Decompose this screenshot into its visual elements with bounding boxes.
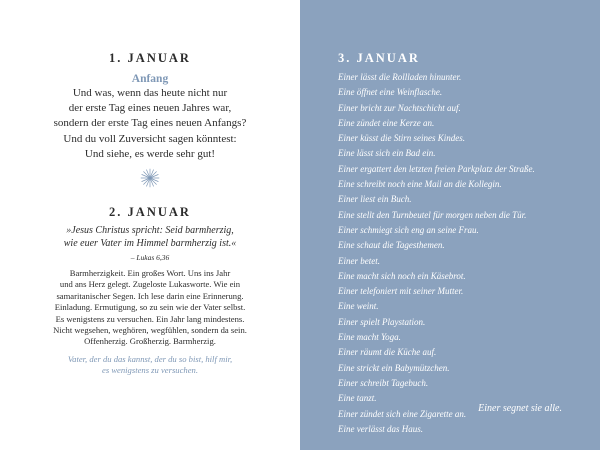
poem-jan-1	[0, 86, 300, 162]
quote-reference: – Lukas 6,36	[130, 253, 170, 262]
list-item: Einer lässt die Rollladen hinunter.	[338, 72, 462, 82]
list-item: Eine strickt ein Babymützchen.	[338, 362, 450, 373]
date-heading-jan-2: 2. JANUAR	[109, 205, 191, 219]
list-item: Eine schaut die Tagesthemen.	[338, 240, 445, 251]
list-item: Eine macht sich noch ein Käsebrot.	[338, 270, 466, 281]
prayer-line: es wenigstens zu versuchen.	[102, 365, 198, 376]
poem-line: der erste Tag eines neuen Jahres war,	[68, 102, 232, 115]
body-line: Barmherzigkeit. Ein großes Wort. Uns ins Jahr	[69, 268, 231, 278]
list-item: Einer schmiegt sich eng an seine Frau.	[338, 224, 479, 235]
list-item: Einer räumt die Küche auf.	[338, 347, 437, 358]
list-item: Einer zündet sich eine Zigarette an.	[338, 408, 467, 419]
date-heading-jan-1: 1. JANUAR	[109, 51, 191, 65]
body-line: Es wenigstens zu versuchen. Ein Jahr lang mindestens.	[55, 313, 245, 324]
prayer-line: Vater, der du das kannst, der du so bist, hilf mir,	[67, 354, 233, 364]
poem-line: Und du voll Zuversicht sagen könntest:	[63, 132, 237, 145]
body-line: und ans Herz gelegt. Zugeloste Lukasworte. Wie ein	[59, 279, 241, 290]
closing-line: Einer segnet sie alle.	[478, 403, 562, 414]
list-item: Einer telefoniert mit seiner Mutter.	[338, 286, 464, 297]
list-item: Einer liest ein Buch.	[338, 194, 412, 205]
list-item: Eine stellt den Turnbeutel für morgen neben die Tür.	[338, 209, 527, 220]
quote-line: »Jesus Christus spricht: Seid barmherzig,	[66, 225, 234, 236]
date-heading-jan-3: 3. JANUAR	[338, 51, 420, 65]
quote-line: wie euer Vater im Himmel barmherzig ist.«	[63, 238, 237, 249]
reflection-text	[0, 268, 300, 348]
list-item: Eine schreibt noch eine Mail an die Kollegin.	[338, 179, 502, 190]
bible-quote	[0, 224, 300, 264]
list-item: Eine lässt sich ein Bad ein.	[338, 148, 436, 159]
list-item: Eine zündet eine Kerze an.	[338, 117, 435, 128]
body-line: samaritanischer Segen. Ich lese darin eine Erinnerung.	[56, 290, 244, 301]
poem-line: Und siehe, es werde sehr gut!	[84, 147, 216, 160]
right-page	[300, 0, 600, 450]
list-item: Einer spielt Playstation.	[338, 316, 426, 327]
list-item: Einer küsst die Stirn seines Kindes.	[338, 133, 465, 144]
entry-title: Anfang	[131, 73, 169, 85]
poem-line: Und was, wenn das heute nicht nur	[72, 87, 228, 99]
list-item: Eine macht Yoga.	[338, 332, 401, 343]
list-item: Einer bricht zur Nachtschicht auf.	[338, 102, 461, 113]
body-line: Offenherzig. Großherzig. Barmherzig.	[84, 336, 216, 347]
list-item: Eine tanzt.	[338, 393, 377, 404]
litany-list	[338, 70, 535, 437]
list-item: Eine verlässt das Haus.	[338, 423, 423, 434]
list-item: Einer ergattert den letzten freien Parkplatz der Straße.	[338, 163, 535, 174]
star-burst-icon	[140, 168, 160, 188]
list-item: Eine öffnet eine Weinflasche.	[338, 87, 443, 98]
list-item: Eine weint.	[338, 301, 379, 312]
list-item: Einer betet.	[338, 255, 380, 266]
body-line: Nicht wegsehen, weghören, wegfühlen, sondern da sein.	[53, 325, 247, 336]
prayer-text	[0, 354, 300, 377]
poem-line: sondern der erste Tag eines neuen Anfangs?	[53, 117, 247, 130]
list-item: Einer schreibt Tagebuch.	[338, 377, 429, 388]
body-line: Einladung. Ermutigung, so zu sein wie der Vater selbst.	[54, 302, 246, 313]
